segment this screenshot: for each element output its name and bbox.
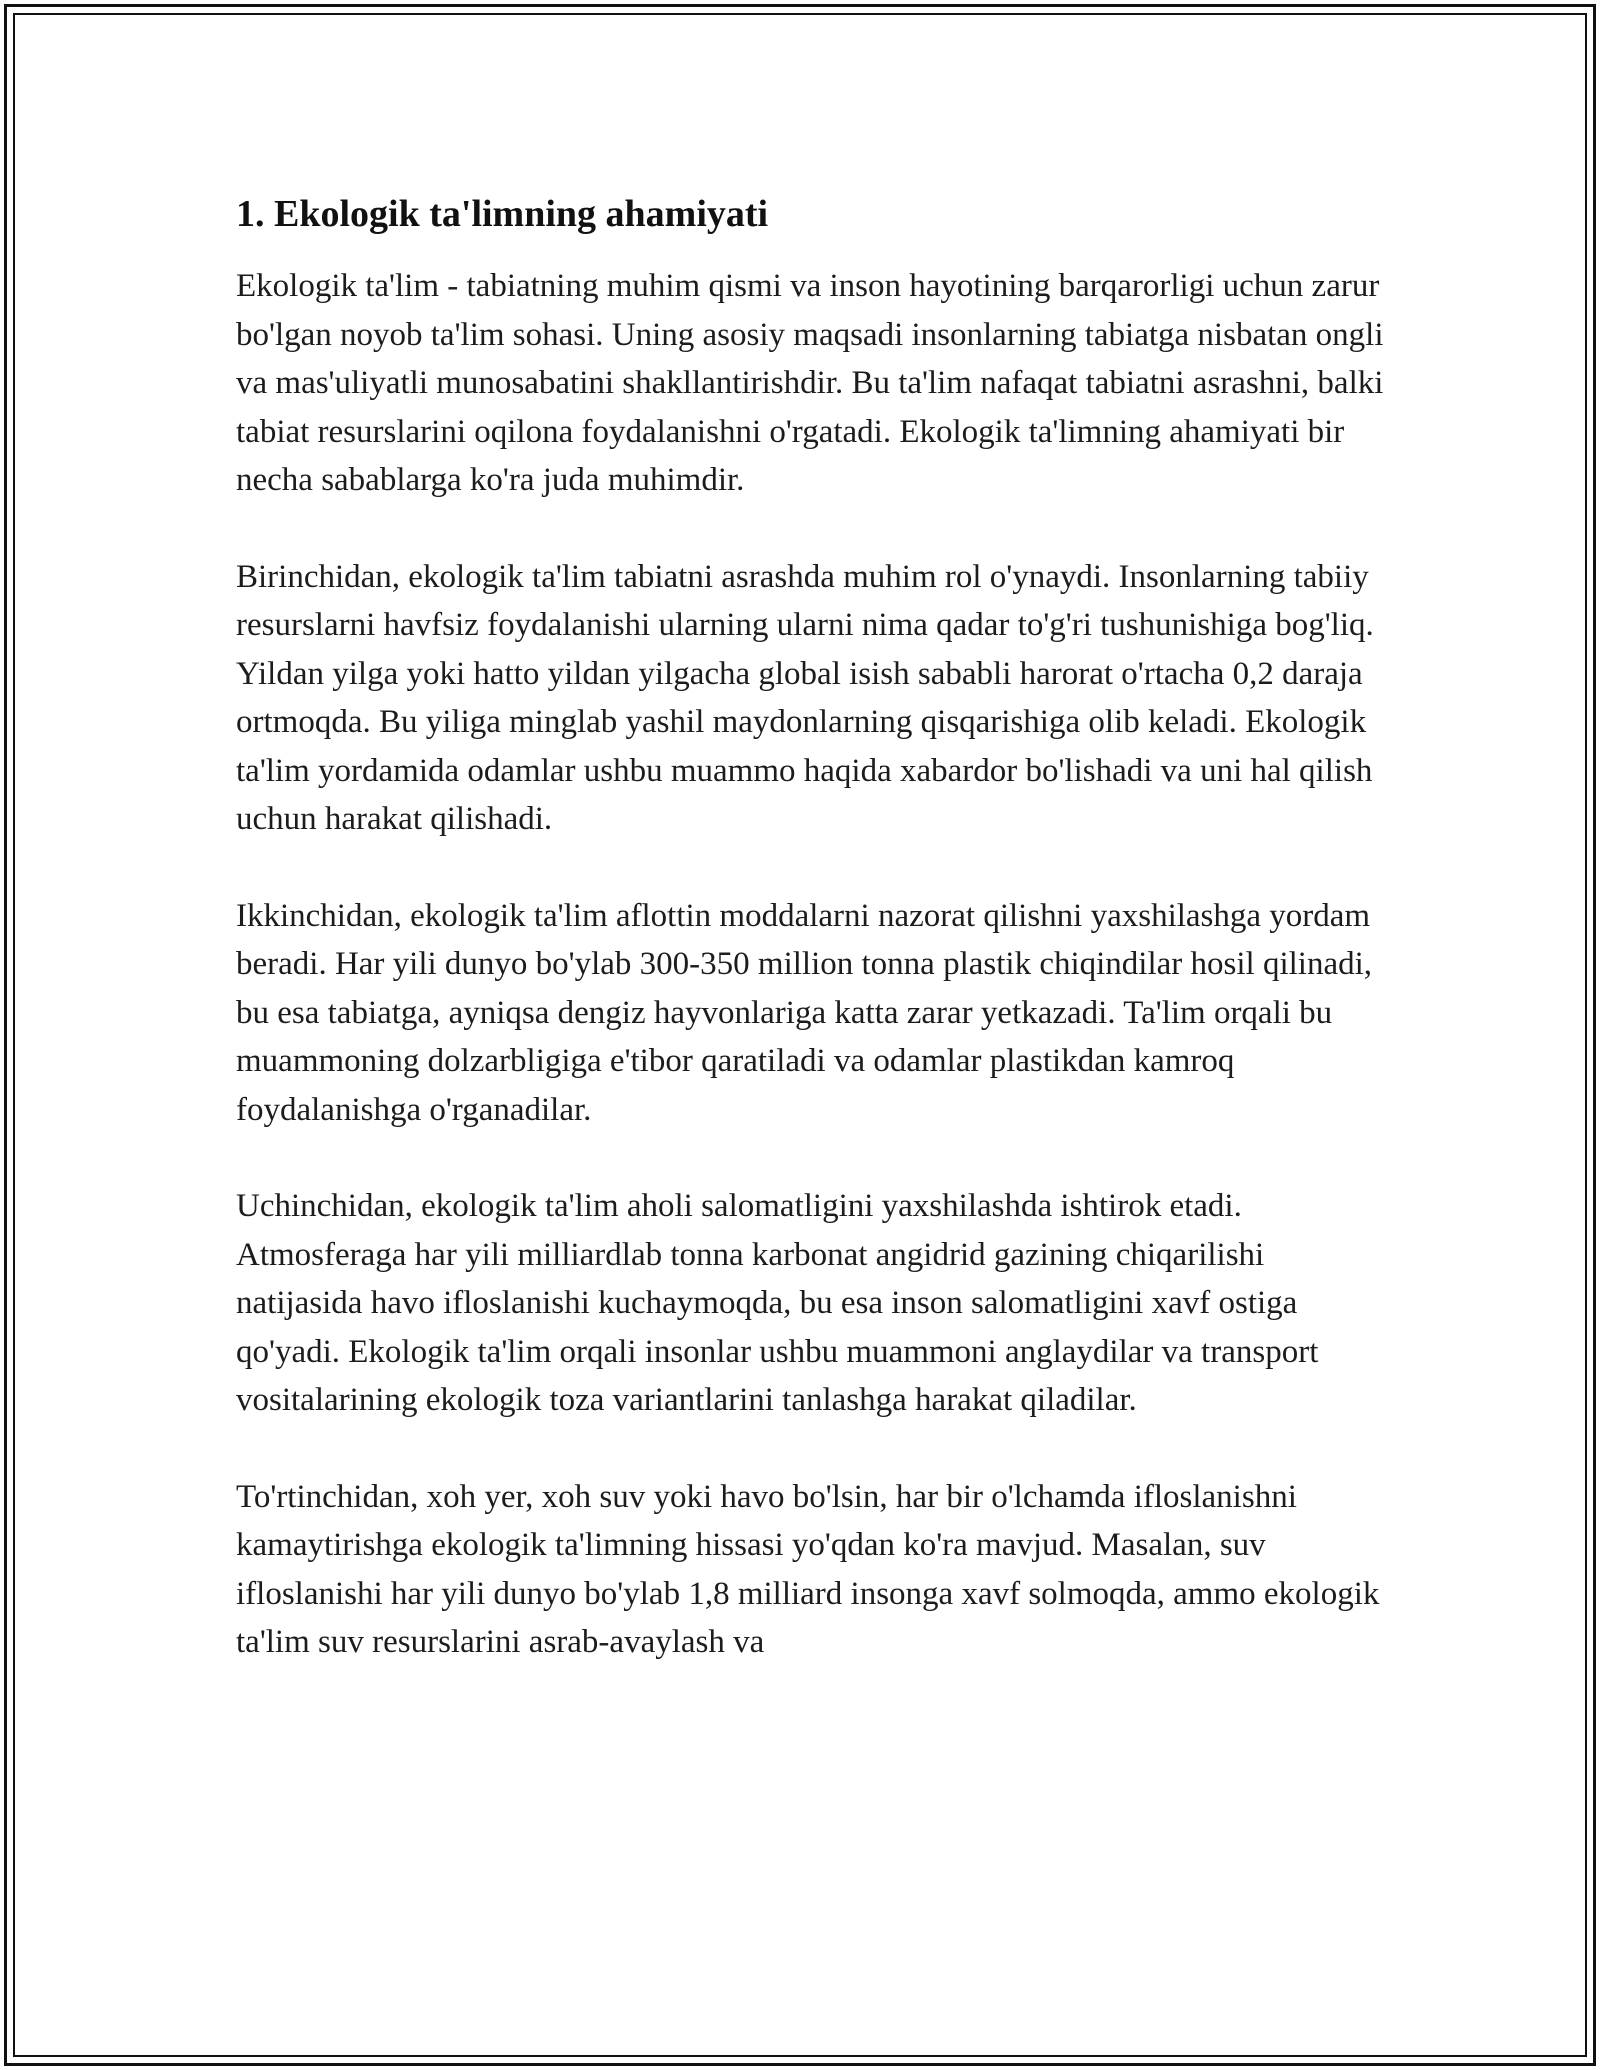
- section-heading: 1. Ekologik ta'limning ahamiyati: [236, 193, 769, 235]
- paragraph-intro: Ekologik ta'lim - tabiatning muhim qismi va inson hayotining barqarorligi uchun zarur bo'lgan noyob ta'lim sohasi. Uning asosiy maqsadi insonlarning tabiatga nisbatan ongli va mas'uliyatli munosabatini shakllantirishdir. Bu ta'lim nafaqat tabiatni asrashni, balki tabiat resurslarini oqilona foydalanishni o'rgatadi. Ekologik ta'limning ahamiyati bir necha sabablarga ko'ra juda muhimdir.: [236, 268, 1384, 498]
- paragraph-third-reason: Uchinchidan, ekologik ta'lim aholi salomatligini yaxshilashda ishtirok etadi. Atmosferaga har yili milliardlab tonna karbonat angidrid gazining chiqarilishi natijasida havo ifloslanishi kuchaymoqda, bu esa inson salomatligini xavf ostiga qo'yadi. Ekologik ta'lim orqali insonlar ushbu muammoni anglaydilar va transport vositalarining ekologik toza variantlarini tanlashga harakat qiladilar.: [236, 1188, 1319, 1418]
- document-body: [236, 186, 1386, 1667]
- paragraph-fourth-reason: To'rtinchidan, xoh yer, xoh suv yoki havo bo'lsin, har bir o'lchamda ifloslanishni kamaytirishga ekologik ta'limning hissasi yo'qdan ko'ra mavjud. Masalan, suv ifloslanishi har yili dunyo bo'ylab 1,8 milliard insonga xavf solmoqda, ammo ekologik ta'lim suv resurslarini asrab-avaylash va: [236, 1478, 1380, 1660]
- paragraph-second-reason: Ikkinchidan, ekologik ta'lim aflottin moddalarni nazorat qilishni yaxshilashga yordam beradi. Har yili dunyo bo'ylab 300-350 million tonna plastik chiqindilar hosil qilinadi, bu esa tabiatga, ayniqsa dengiz hayvonlariga katta zarar yetkazadi. Ta'lim orqali bu muammoning dolzarbligiga e'tibor qaratiladi va odamlar plastikdan kamroq foydalanishga o'rganadilar.: [236, 897, 1373, 1128]
- paragraph-first-reason: Birinchidan, ekologik ta'lim tabiatni asrashda muhim rol o'ynaydi. Insonlarning tabiiy resurslarni havfsiz foydalanishi ularning ularni nima qadar to'g'ri tushunishiga bog'liq. Yildan yilga yoki hatto yildan yilgacha global isish sababli harorat o'rtacha 0,2 daraja ortmoqda. Bu yiliga minglab yashil maydonlarning qisqarishiga olib keladi. Ekologik ta'lim yordamida odamlar ushbu muammo haqida xabardor bo'lishadi va uni hal qilish uchun harakat qilishadi.: [236, 558, 1374, 837]
